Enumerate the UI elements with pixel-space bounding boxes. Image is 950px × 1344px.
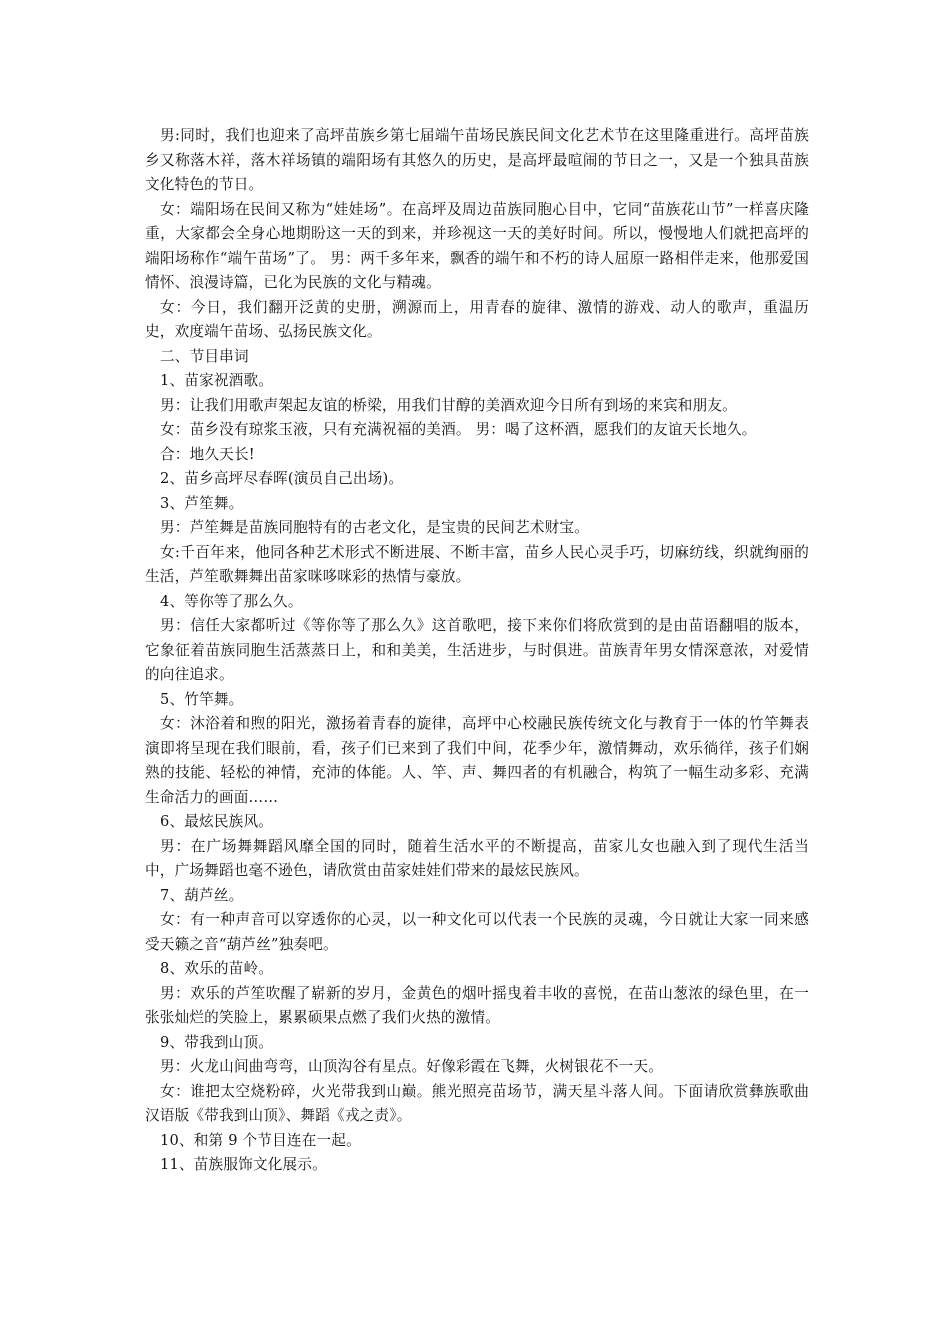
paragraph: 男:同时，我们也迎来了高坪苗族乡第七届端午苗场民族民间文化艺术节在这里隆重进行。高坪苗族乡又称落木祥，落木祥场镇的端阳场有其悠久的历史，是高坪最喧闹的节日之一，又是一个独具苗族文化特色的节日。 — [145, 127, 809, 193]
program-item-title: 7、葫芦丝。 — [160, 886, 244, 904]
program-item-title: 6、最炫民族风。 — [160, 813, 274, 830]
paragraph: 女：谁把太空烧粉碎，火光带我到山巅。熊光照亮苗场节，满天星斗落人间。下面请欣赏彝族歌曲汉语版《带我到山顶》、舞蹈《戎之责》。 — [145, 1082, 809, 1124]
program-item-title: 9、带我到山顶。 — [160, 1033, 274, 1051]
paragraph: 合：地久天长! — [160, 445, 255, 463]
program-item-title: 3、芦笙舞。 — [160, 494, 244, 512]
program-item-title: 1、苗家祝酒歌。 — [160, 372, 274, 389]
paragraph: 男：让我们用歌声架起友谊的桥梁，用我们甘醇的美酒欢迎今日所有到场的来宾和朋友。 — [160, 396, 737, 414]
program-item-title: 2、苗乡高坪尽春晖(演员自己出场)。 — [160, 470, 404, 487]
document-body — [145, 124, 809, 1178]
program-item-title: 11、苗族服饰文化展示。 — [160, 1156, 327, 1173]
paragraph: 女:千百年来，他同各种艺术形式不断进展、不断丰富，苗乡人民心灵手巧，切麻纺线，织就绚丽的生活，芦笙歌舞舞出苗家咪哆咪彩的热情与豪放。 — [145, 543, 809, 585]
program-item-title: 4、等你等了那么久。 — [160, 592, 303, 610]
paragraph: 女：沐浴着和煦的阳光，激扬着青春的旋律，高坪中心校融民族传统文化与教育于一体的竹竿舞表演即将呈现在我们眼前，看，孩子们已来到了我们中间，花季少年，激情舞动，欢乐徜徉，孩子们娴熟的技能、轻松的神情，充沛的体能。人、竿、声、舞四者的有机融合，构筑了一幅生动多彩、充满生命活力的画面…… — [145, 715, 809, 806]
paragraph: 女：今日，我们翻开泛黄的史册，溯源而上，用青春的旋律、激情的游戏、动人的歌声，重温历史，欢度端午苗场、弘扬民族文化。 — [145, 298, 809, 340]
paragraph: 女：苗乡没有琼浆玉液，只有充满祝福的美酒。 男：喝了这杯酒，愿我们的友谊天长地久。 — [160, 421, 757, 438]
paragraph: 男：信任大家都听过《等你等了那么久》这首歌吧，接下来你们将欣赏到的是由苗语翻唱的版本，它象征着苗族同胞生活蒸蒸日上，和和美美，生活进步，与时俱进。苗族青年男女情深意浓，对爱情的向往追求。 — [145, 617, 809, 683]
program-item-title: 10、和第 9 个节目连在一起。 — [160, 1131, 361, 1149]
program-item-title: 5、竹竿舞。 — [160, 690, 244, 708]
paragraph: 男：欢乐的芦笙吹醒了崭新的岁月，金黄色的烟叶摇曳着丰收的喜悦，在苗山葱浓的绿色里，在一张张灿烂的笑脸上，累累硕果点燃了我们火热的激情。 — [145, 984, 809, 1026]
paragraph: 男：火龙山间曲弯弯，山顶沟谷有星点。好像彩霞在飞舞，火树银花不一天。 — [160, 1058, 663, 1075]
program-item-title: 8、欢乐的苗岭。 — [160, 960, 274, 977]
paragraph: 女：端阳场在民间又称为“娃娃场”。在高坪及周边苗族同胞心目中，它同“苗族花山节”一样喜庆隆重，大家都会全身心地期盼这一天的到来，并珍视这一天的美好时间。所以，慢慢地人们就把高坪的端阳场称作“端午苗场”了。 男：两千多年来，飘香的端午和不朽的诗人屈原一路相伴走来，他那爱国情怀、浪漫诗篇，已化为民族的文化与精魂。 — [145, 200, 809, 291]
section-heading: 二、节目串词 — [160, 347, 249, 365]
paragraph: 女：有一种声音可以穿透你的心灵，以一种文化可以代表一个民族的灵魂，今日就让大家一同来感受天籁之音“葫芦丝”独奏吧。 — [145, 911, 809, 953]
paragraph: 男：芦笙舞是苗族同胞特有的古老文化，是宝贵的民间艺术财宝。 — [160, 519, 590, 536]
paragraph: 男：在广场舞舞蹈风靡全国的同时，随着生活水平的不断提高，苗家儿女也融入到了现代生活当中，广场舞蹈也毫不逊色，请欣赏由苗家娃娃们带来的最炫民族风。 — [145, 837, 809, 879]
